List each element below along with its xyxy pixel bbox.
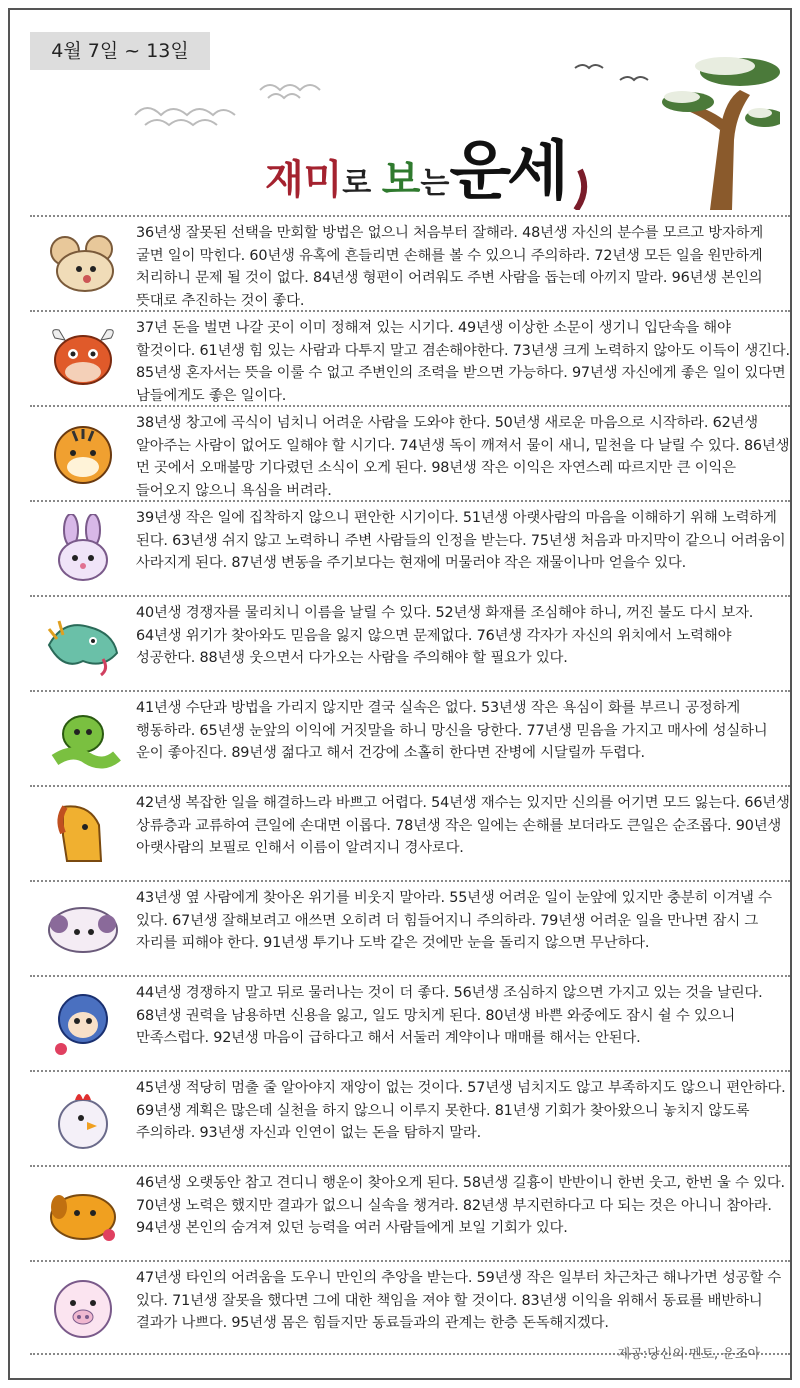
horse-icon — [30, 787, 136, 880]
ox-icon — [30, 312, 136, 405]
zodiac-row-sheep — [30, 880, 790, 975]
fortune-text: 39년생 작은 일에 집착하지 않으니 편안한 시기이다. 51년생 아랫사람의 마음을 이해하기 위해 노력하게 된다. 63년생 쉬지 않고 노력하니 주변 사람들의 인정을 받는다. 75년생 처음과 마지막이 같으니 어려움이 사라지게 된다. 87년생 변동을 주기보다는 현재에 머물러야 작은 재물이나마 얻을수 있다. — [136, 510, 786, 571]
pine-tree-icon — [662, 57, 780, 210]
fortune-text: 36년생 잘못된 선택을 만회할 방법은 없으니 처음부터 잘해라. 48년생 자신의 분수를 모르고 방자하게 굴면 일이 막힌다. 60년생 유혹에 흔들리면 손해를 볼 수 있으니 주의하라. 72년생 모든 일을 원만하게 처리하니 문제 될 것이 없다. 84년생 형편이 어려워도 주변 사람을 돕는데 아끼지 말라. 96년생 본인의 뜻대로 추진하는 것이 좋다. — [136, 225, 764, 309]
zodiac-row-pig — [30, 1260, 790, 1355]
fortune-text: 37년 돈을 벌면 나갈 곳이 이미 정해져 있는 시기다. 49년생 이상한 소문이 생기니 입단속을 해야 할것이다. 61년생 힘 있는 사람과 다투지 말고 겸손해야한다. 73년생 크게 노력하지 않아도 이득이 생긴다. 85년생 혼자서는 뜻을 이룰 수 없고 주변인의 조력을 받으면 가능하다. 97년생 자신에게 좋은 일이 있다면 남들에게도 좋은 일이다. — [136, 320, 790, 404]
zodiac-row-snake — [30, 690, 790, 785]
fortune-panel — [8, 8, 792, 1380]
fortune-list — [30, 215, 790, 1355]
date-range-badge: 4월 7일 ~ 13일 — [30, 32, 210, 70]
snake-icon — [30, 692, 136, 785]
tiger-icon — [30, 407, 136, 500]
zodiac-row-dog — [30, 1165, 790, 1260]
credit-text: 제공:당신의 멘토, 운조아 — [617, 1347, 760, 1362]
zodiac-row-monkey — [30, 975, 790, 1070]
header-illustration — [20, 20, 780, 210]
rat-icon — [30, 217, 136, 310]
fortune-text: 46년생 오랫동안 참고 견디니 행운이 찾아오게 된다. 58년생 길흉이 반반이니 한번 웃고, 한번 울 수 있다. 70년생 노력은 했지만 결과가 없으니 실속을 챙겨라. 82년생 부지런하다고 다 되는 것은 아니니 참아라. 94년생 본인의 숨겨져 있던 능력을 여러 사람들에게 보일 기회가 있다. — [136, 1175, 785, 1236]
pig-icon — [30, 1262, 136, 1353]
dragon-icon — [30, 597, 136, 690]
zodiac-row-horse — [30, 785, 790, 880]
zodiac-row-rabbit — [30, 500, 790, 595]
zodiac-row-rat — [30, 215, 790, 310]
zodiac-row-tiger — [30, 405, 790, 500]
fortune-text: 45년생 적당히 멈출 줄 알아야지 재앙이 없는 것이다. 57년생 넘치지도 않고 부족하지도 않으니 편안하다. 69년생 계획은 많은데 실천을 하지 않으니 이루지 못한다. 81년생 기회가 찾아왔으니 놓치지 않도록 주의하라. 93년생 자신과 인연이 없는 돈을 탐하지 말라. — [136, 1080, 786, 1141]
dog-icon — [30, 1167, 136, 1260]
fortune-text: 47년생 타인의 어려움을 도우니 만인의 추앙을 받는다. 59년생 작은 일부터 차근차근 해나가면 성공할 수 있다. 71년생 잘못을 했다면 그에 대한 책임을 져야 할 것이다. 83년생 이익을 위해서 동료를 배반하니 결과가 나쁘다. 95년생 몸은 힘들지만 동료들과의 관계는 한층 돈독해지겠다. — [136, 1270, 782, 1331]
fortune-text: 38년생 창고에 곡식이 넘치니 어려운 사람을 도와야 한다. 50년생 새로운 마음으로 시작하라. 62년생 알아주는 사람이 없어도 일해야 할 시기다. 74년생 독이 깨져서 물이 새니, 밑천을 다 날릴 수 있다. 86년생 먼 곳에서 오매불망 기다렸던 소식이 오게 된다. 98년생 작은 이익은 자연스레 따르지만 큰 이익은 들어오지 않으니 욕심을 버려라. — [136, 415, 790, 499]
zodiac-row-dragon — [30, 595, 790, 690]
zodiac-row-rooster — [30, 1070, 790, 1165]
bird-icon — [575, 65, 648, 80]
fortune-text: 43년생 옆 사람에게 찾아온 위기를 비웃지 말아라. 55년생 어려운 일이 눈앞에 있지만 충분히 이겨낼 수 있다. 67년생 잘해보려고 애쓰면 오히려 더 힘들어지니 주의하라. 79년생 어려운 일을 만나면 잠시 그 자리를 피해야 한다. 91년생 투기나 도박 같은 것에만 눈을 돌리지 않으면 무난하다. — [136, 890, 772, 951]
fortune-text: 41년생 수단과 방법을 가리지 않지만 결국 실속은 없다. 53년생 작은 욕심이 화를 부르니 공정하게 행동하라. 65년생 눈앞의 이익에 거짓말을 하니 망신을 당한다. 77년생 믿음을 가지고 매사에 성실하니 운이 좋아진다. 89년생 젊다고 해서 건강에 소홀히 한다면 잔병에 시달릴까 두렵다. — [136, 700, 768, 761]
rabbit-icon — [30, 502, 136, 595]
fortune-text: 44년생 경쟁하지 말고 뒤로 물러나는 것이 더 좋다. 56년생 조심하지 않으면 가지고 있는 것을 날린다. 68년생 권력을 남용하면 신용을 잃고, 일도 망치게 된다. 80년생 바쁜 와중에도 잠시 쉴 수 있으니 만족스럽다. 92년생 마음이 급하다고 해서 서둘러 계약이나 매매를 해서는 안된다. — [136, 985, 763, 1046]
cloud-icon — [135, 85, 320, 125]
rooster-icon — [30, 1072, 136, 1165]
sheep-icon — [30, 882, 136, 975]
fortune-text: 42년생 복잡한 일을 해결하느라 바쁘고 어렵다. 54년생 재수는 있지만 신의를 어기면 모드 잃는다. 66년생 상류층과 교류하여 큰일에 손대면 이롭다. 78년생 작은 일에는 손해를 보더라도 큰일은 순조롭다. 90년생 아랫사람의 보필로 인해서 이름이 알려지니 경사로다. — [136, 795, 790, 856]
page-title: 재미로 보는운세 — [265, 134, 565, 209]
zodiac-row-ox — [30, 310, 790, 405]
fortune-text: 40년생 경쟁자를 물리치니 이름을 날릴 수 있다. 52년생 화재를 조심해야 하니, 꺼진 불도 다시 보자. 64년생 위기가 찾아와도 믿음을 잃지 않으면 문제없다. 76년생 각자가 자신의 위치에서 노력해야 성공한다. 88년생 웃으면서 다가오는 사람을 주의해야 할 필요가 있다. — [136, 605, 754, 666]
monkey-icon — [30, 977, 136, 1070]
